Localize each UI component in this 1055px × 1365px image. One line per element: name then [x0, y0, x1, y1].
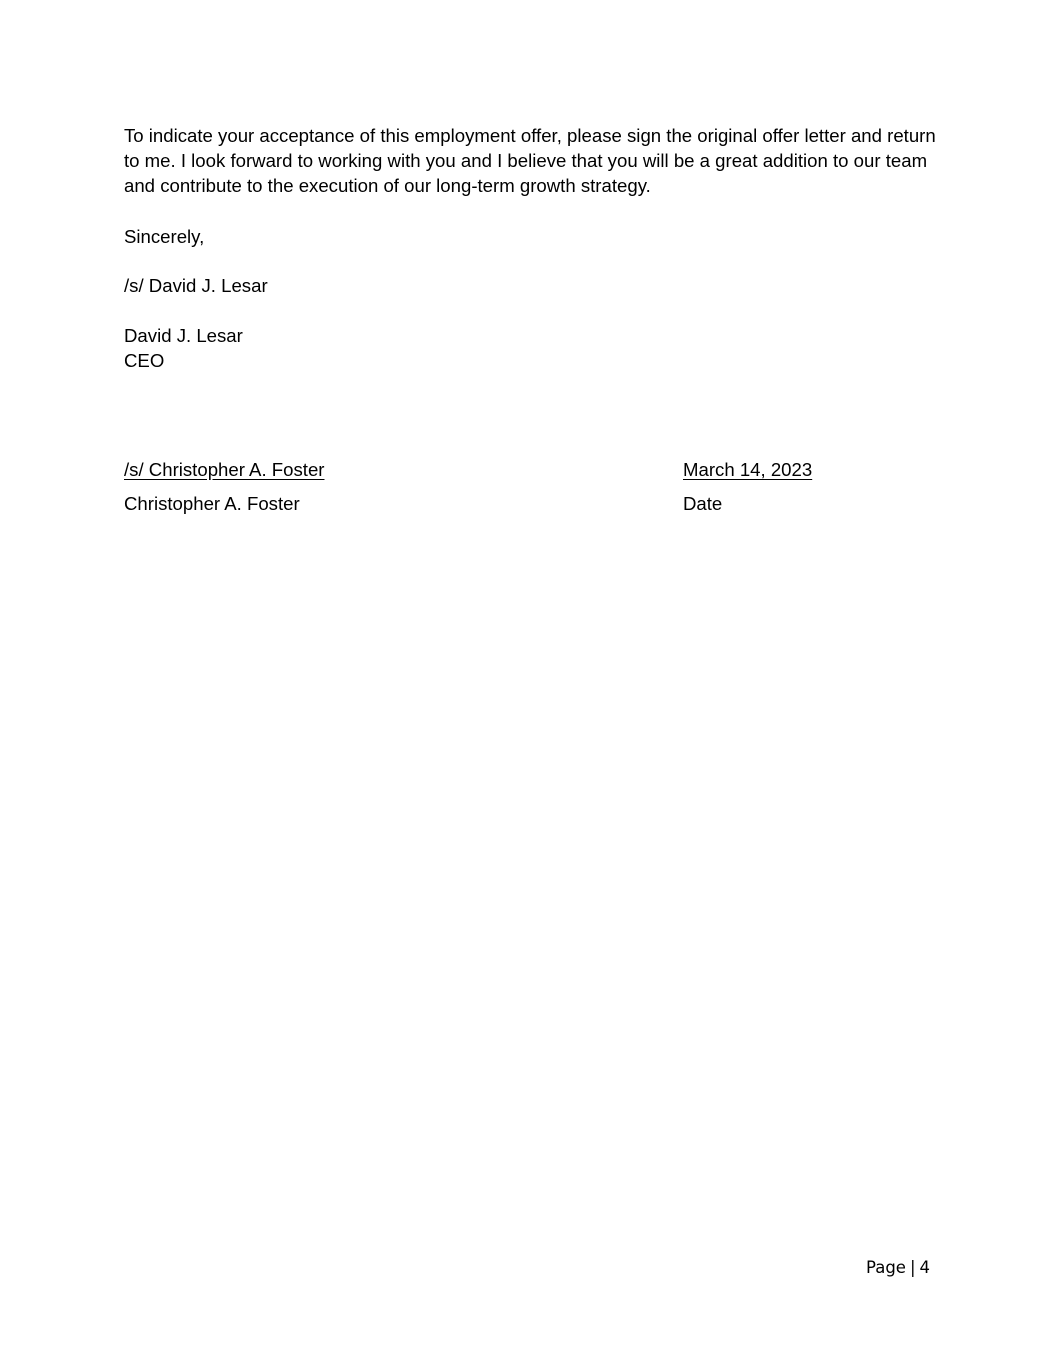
acceptance-date-label: Date: [683, 493, 723, 514]
acceptance-date: March 14, 2023: [683, 459, 813, 480]
page-label: Page: [866, 1258, 906, 1277]
page-footer: [866, 1257, 930, 1279]
sender-title: CEO: [124, 350, 165, 371]
acceptance-name: Christopher A. Foster: [124, 493, 300, 514]
page-separator: |: [909, 1258, 916, 1277]
page-number: 4: [919, 1258, 931, 1277]
sender-signature: /s/ David J. Lesar: [124, 275, 268, 296]
acceptance-signature: /s/ Christopher A. Foster: [124, 459, 325, 480]
sender-name: David J. Lesar: [124, 325, 243, 346]
closing-text: Sincerely,: [124, 226, 205, 247]
body-paragraph: To indicate your acceptance of this employment offer, please sign the original offer letter and return to me. I look forward to working with you and I believe that you will be a great addition to our team and contribute to the execution of our long-term growth strategy.: [124, 125, 936, 196]
